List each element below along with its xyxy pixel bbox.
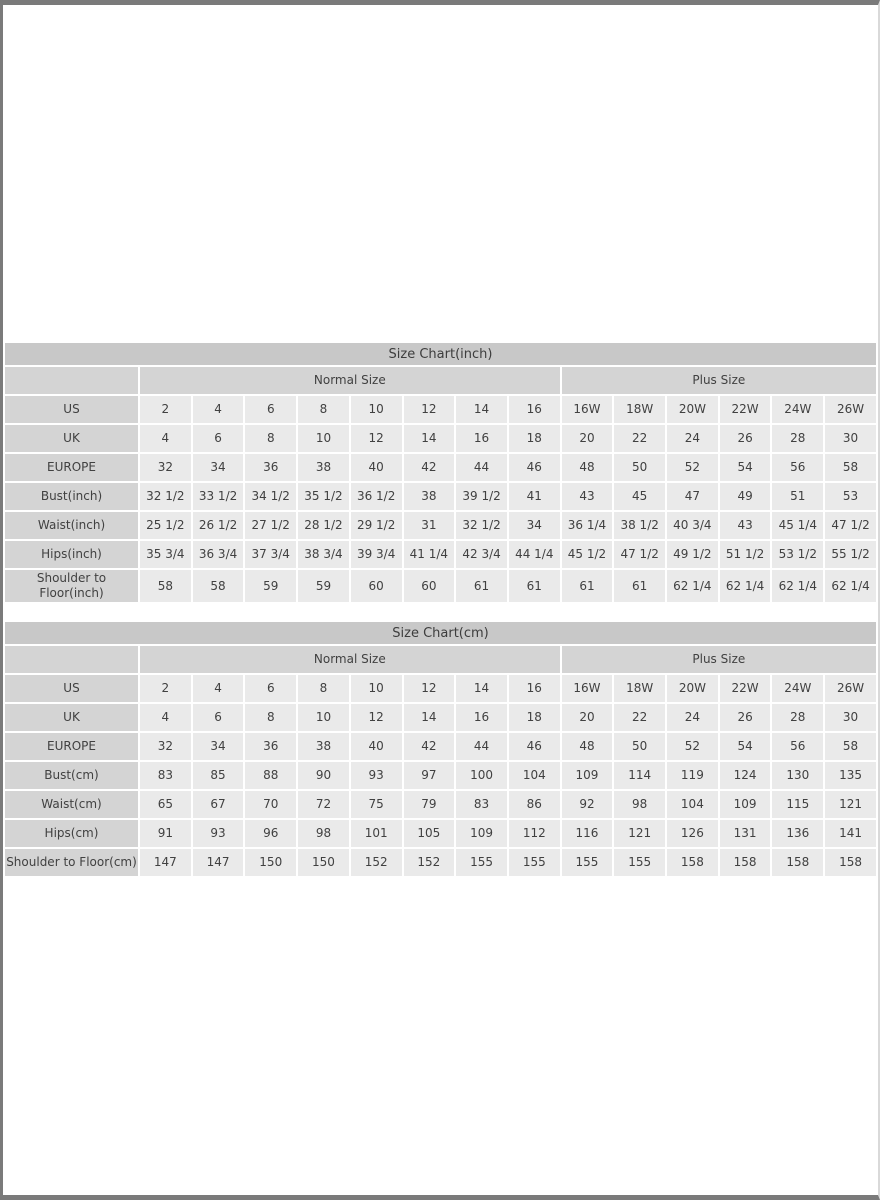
data-cell: 150 [298,849,349,876]
data-cell: 155 [614,849,665,876]
data-cell: 32 [140,454,191,481]
data-cell: 61 [562,570,613,602]
data-cell: 58 [825,733,876,760]
data-cell: 62 1/4 [825,570,876,602]
data-cell: 8 [298,675,349,702]
data-cell: 26 1/2 [193,512,244,539]
data-cell: 14 [456,675,507,702]
data-cell: 47 1/2 [614,541,665,568]
data-cell: 88 [245,762,296,789]
data-cell: 54 [720,733,771,760]
data-cell: 100 [456,762,507,789]
data-cell: 28 1/2 [298,512,349,539]
data-cell: 38 [404,483,455,510]
row-label: EUROPE [5,733,138,760]
data-cell: 98 [298,820,349,847]
data-cell: 26W [825,396,876,423]
data-cell: 44 [456,733,507,760]
data-cell: 42 3/4 [456,541,507,568]
data-cell: 60 [351,570,402,602]
data-cell: 70 [245,791,296,818]
data-cell: 18 [509,704,560,731]
data-cell: 59 [245,570,296,602]
data-cell: 49 1/2 [667,541,718,568]
data-cell: 24 [667,425,718,452]
data-cell: 6 [245,396,296,423]
data-cell: 32 1/2 [140,483,191,510]
data-cell: 14 [404,425,455,452]
row-label: Hips(inch) [5,541,138,568]
data-cell: 136 [772,820,823,847]
size-chart-inch-table [3,341,878,604]
data-cell: 86 [509,791,560,818]
data-cell: 112 [509,820,560,847]
data-cell: 104 [509,762,560,789]
table-row [5,570,876,602]
data-cell: 75 [351,791,402,818]
data-cell: 135 [825,762,876,789]
column-group-row [5,367,876,394]
data-cell: 28 [772,425,823,452]
data-cell: 152 [351,849,402,876]
data-cell: 147 [140,849,191,876]
data-cell: 8 [298,396,349,423]
data-cell: 85 [193,762,244,789]
data-cell: 79 [404,791,455,818]
data-cell: 91 [140,820,191,847]
data-cell: 36 3/4 [193,541,244,568]
data-cell: 42 [404,454,455,481]
data-cell: 38 [298,733,349,760]
data-cell: 22W [720,675,771,702]
data-cell: 32 1/2 [456,512,507,539]
data-cell: 109 [562,762,613,789]
data-cell: 72 [298,791,349,818]
data-cell: 155 [456,849,507,876]
data-cell: 52 [667,454,718,481]
table-row [5,704,876,731]
table-row [5,820,876,847]
data-cell: 58 [825,454,876,481]
data-cell: 43 [562,483,613,510]
data-cell: 39 3/4 [351,541,402,568]
data-cell: 60 [404,570,455,602]
data-cell: 131 [720,820,771,847]
data-cell: 45 [614,483,665,510]
data-cell: 48 [562,733,613,760]
data-cell: 45 1/4 [772,512,823,539]
data-cell: 37 3/4 [245,541,296,568]
table-title-row [5,622,876,644]
data-cell: 34 [193,733,244,760]
data-cell: 38 [298,454,349,481]
data-cell: 158 [772,849,823,876]
data-cell: 20W [667,675,718,702]
data-cell: 141 [825,820,876,847]
data-cell: 8 [245,425,296,452]
data-cell: 40 3/4 [667,512,718,539]
data-cell: 38 3/4 [298,541,349,568]
data-cell: 4 [140,704,191,731]
data-cell: 12 [404,675,455,702]
data-cell: 41 1/4 [404,541,455,568]
data-cell: 8 [245,704,296,731]
data-cell: 51 1/2 [720,541,771,568]
data-cell: 33 1/2 [193,483,244,510]
data-cell: 20W [667,396,718,423]
data-cell: 24W [772,396,823,423]
table-row [5,762,876,789]
data-cell: 38 1/2 [614,512,665,539]
data-cell: 10 [351,675,402,702]
data-cell: 101 [351,820,402,847]
data-cell: 46 [509,454,560,481]
data-cell: 31 [404,512,455,539]
data-cell: 55 1/2 [825,541,876,568]
data-cell: 126 [667,820,718,847]
data-cell: 40 [351,454,402,481]
row-label: Waist(inch) [5,512,138,539]
table-row [5,512,876,539]
data-cell: 14 [404,704,455,731]
data-cell: 36 [245,454,296,481]
data-cell: 158 [667,849,718,876]
data-cell: 121 [825,791,876,818]
data-cell: 12 [404,396,455,423]
data-cell: 61 [509,570,560,602]
table-row [5,483,876,510]
data-cell: 16W [562,675,613,702]
data-cell: 4 [193,396,244,423]
data-cell: 12 [351,425,402,452]
data-cell: 16 [456,425,507,452]
row-label: UK [5,704,138,731]
data-cell: 4 [193,675,244,702]
row-label: Bust(cm) [5,762,138,789]
data-cell: 65 [140,791,191,818]
data-cell: 47 [667,483,718,510]
data-cell: 32 [140,733,191,760]
data-cell: 62 1/4 [667,570,718,602]
data-cell: 158 [720,849,771,876]
page-content [3,5,878,878]
table-row [5,849,876,876]
data-cell: 22W [720,396,771,423]
data-cell: 92 [562,791,613,818]
data-cell: 61 [614,570,665,602]
data-cell: 115 [772,791,823,818]
data-cell: 16 [509,675,560,702]
table-row [5,541,876,568]
data-cell: 96 [245,820,296,847]
data-cell: 158 [825,849,876,876]
table-title-row [5,343,876,365]
data-cell: 39 1/2 [456,483,507,510]
data-cell: 2 [140,396,191,423]
data-cell: 18W [614,675,665,702]
data-cell: 26 [720,425,771,452]
data-cell: 18 [509,425,560,452]
plus-size-group-header: Plus Size [562,367,876,394]
data-cell: 6 [245,675,296,702]
table-row [5,733,876,760]
data-cell: 22 [614,425,665,452]
data-cell: 83 [140,762,191,789]
data-cell: 36 [245,733,296,760]
data-cell: 10 [351,396,402,423]
data-cell: 50 [614,733,665,760]
data-cell: 18W [614,396,665,423]
data-cell: 124 [720,762,771,789]
data-cell: 24 [667,704,718,731]
data-cell: 114 [614,762,665,789]
data-cell: 36 1/2 [351,483,402,510]
table-row [5,425,876,452]
data-cell: 44 [456,454,507,481]
data-cell: 27 1/2 [245,512,296,539]
row-label: Waist(cm) [5,791,138,818]
row-label: Shoulder to Floor(inch) [5,570,138,602]
data-cell: 93 [351,762,402,789]
data-cell: 25 1/2 [140,512,191,539]
data-cell: 48 [562,454,613,481]
data-cell: 116 [562,820,613,847]
data-cell: 24W [772,675,823,702]
data-cell: 93 [193,820,244,847]
data-cell: 41 [509,483,560,510]
data-cell: 34 1/2 [245,483,296,510]
data-cell: 150 [245,849,296,876]
data-cell: 52 [667,733,718,760]
data-cell: 36 1/4 [562,512,613,539]
data-cell: 155 [509,849,560,876]
data-cell: 109 [456,820,507,847]
data-cell: 58 [140,570,191,602]
data-cell: 14 [456,396,507,423]
data-cell: 10 [298,704,349,731]
table-row [5,396,876,423]
data-cell: 105 [404,820,455,847]
row-label: US [5,675,138,702]
data-cell: 34 [193,454,244,481]
data-cell: 53 [825,483,876,510]
plus-size-group-header: Plus Size [562,646,876,673]
row-label: Shoulder to Floor(cm) [5,849,138,876]
data-cell: 56 [772,454,823,481]
normal-size-group-header: Normal Size [140,367,560,394]
data-cell: 34 [509,512,560,539]
data-cell: 6 [193,425,244,452]
row-label: US [5,396,138,423]
data-cell: 121 [614,820,665,847]
corner-cell [5,367,138,394]
data-cell: 109 [720,791,771,818]
data-cell: 16 [456,704,507,731]
data-cell: 2 [140,675,191,702]
normal-size-group-header: Normal Size [140,646,560,673]
data-cell: 46 [509,733,560,760]
data-cell: 130 [772,762,823,789]
table-row [5,454,876,481]
data-cell: 58 [193,570,244,602]
data-cell: 22 [614,704,665,731]
data-cell: 30 [825,704,876,731]
data-cell: 61 [456,570,507,602]
data-cell: 26W [825,675,876,702]
data-cell: 28 [772,704,823,731]
data-cell: 40 [351,733,402,760]
column-group-row [5,646,876,673]
data-cell: 10 [298,425,349,452]
data-cell: 29 1/2 [351,512,402,539]
data-cell: 90 [298,762,349,789]
data-cell: 35 3/4 [140,541,191,568]
size-chart-cm-table [3,620,878,878]
data-cell: 98 [614,791,665,818]
data-cell: 152 [404,849,455,876]
data-cell: 83 [456,791,507,818]
data-cell: 53 1/2 [772,541,823,568]
data-cell: 51 [772,483,823,510]
data-cell: 62 1/4 [720,570,771,602]
data-cell: 62 1/4 [772,570,823,602]
data-cell: 59 [298,570,349,602]
data-cell: 44 1/4 [509,541,560,568]
data-cell: 47 1/2 [825,512,876,539]
row-label: Hips(cm) [5,820,138,847]
table-title: Size Chart(cm) [5,622,876,644]
data-cell: 97 [404,762,455,789]
data-cell: 6 [193,704,244,731]
corner-cell [5,646,138,673]
data-cell: 16 [509,396,560,423]
data-cell: 16W [562,396,613,423]
data-cell: 30 [825,425,876,452]
data-cell: 50 [614,454,665,481]
data-cell: 12 [351,704,402,731]
data-cell: 43 [720,512,771,539]
data-cell: 56 [772,733,823,760]
data-cell: 42 [404,733,455,760]
table-row [5,675,876,702]
row-label: Bust(inch) [5,483,138,510]
data-cell: 155 [562,849,613,876]
data-cell: 20 [562,704,613,731]
data-cell: 26 [720,704,771,731]
data-cell: 54 [720,454,771,481]
data-cell: 45 1/2 [562,541,613,568]
data-cell: 147 [193,849,244,876]
data-cell: 35 1/2 [298,483,349,510]
data-cell: 49 [720,483,771,510]
table-row [5,791,876,818]
data-cell: 4 [140,425,191,452]
table-title: Size Chart(inch) [5,343,876,365]
data-cell: 67 [193,791,244,818]
row-label: EUROPE [5,454,138,481]
data-cell: 119 [667,762,718,789]
data-cell: 104 [667,791,718,818]
row-label: UK [5,425,138,452]
data-cell: 20 [562,425,613,452]
